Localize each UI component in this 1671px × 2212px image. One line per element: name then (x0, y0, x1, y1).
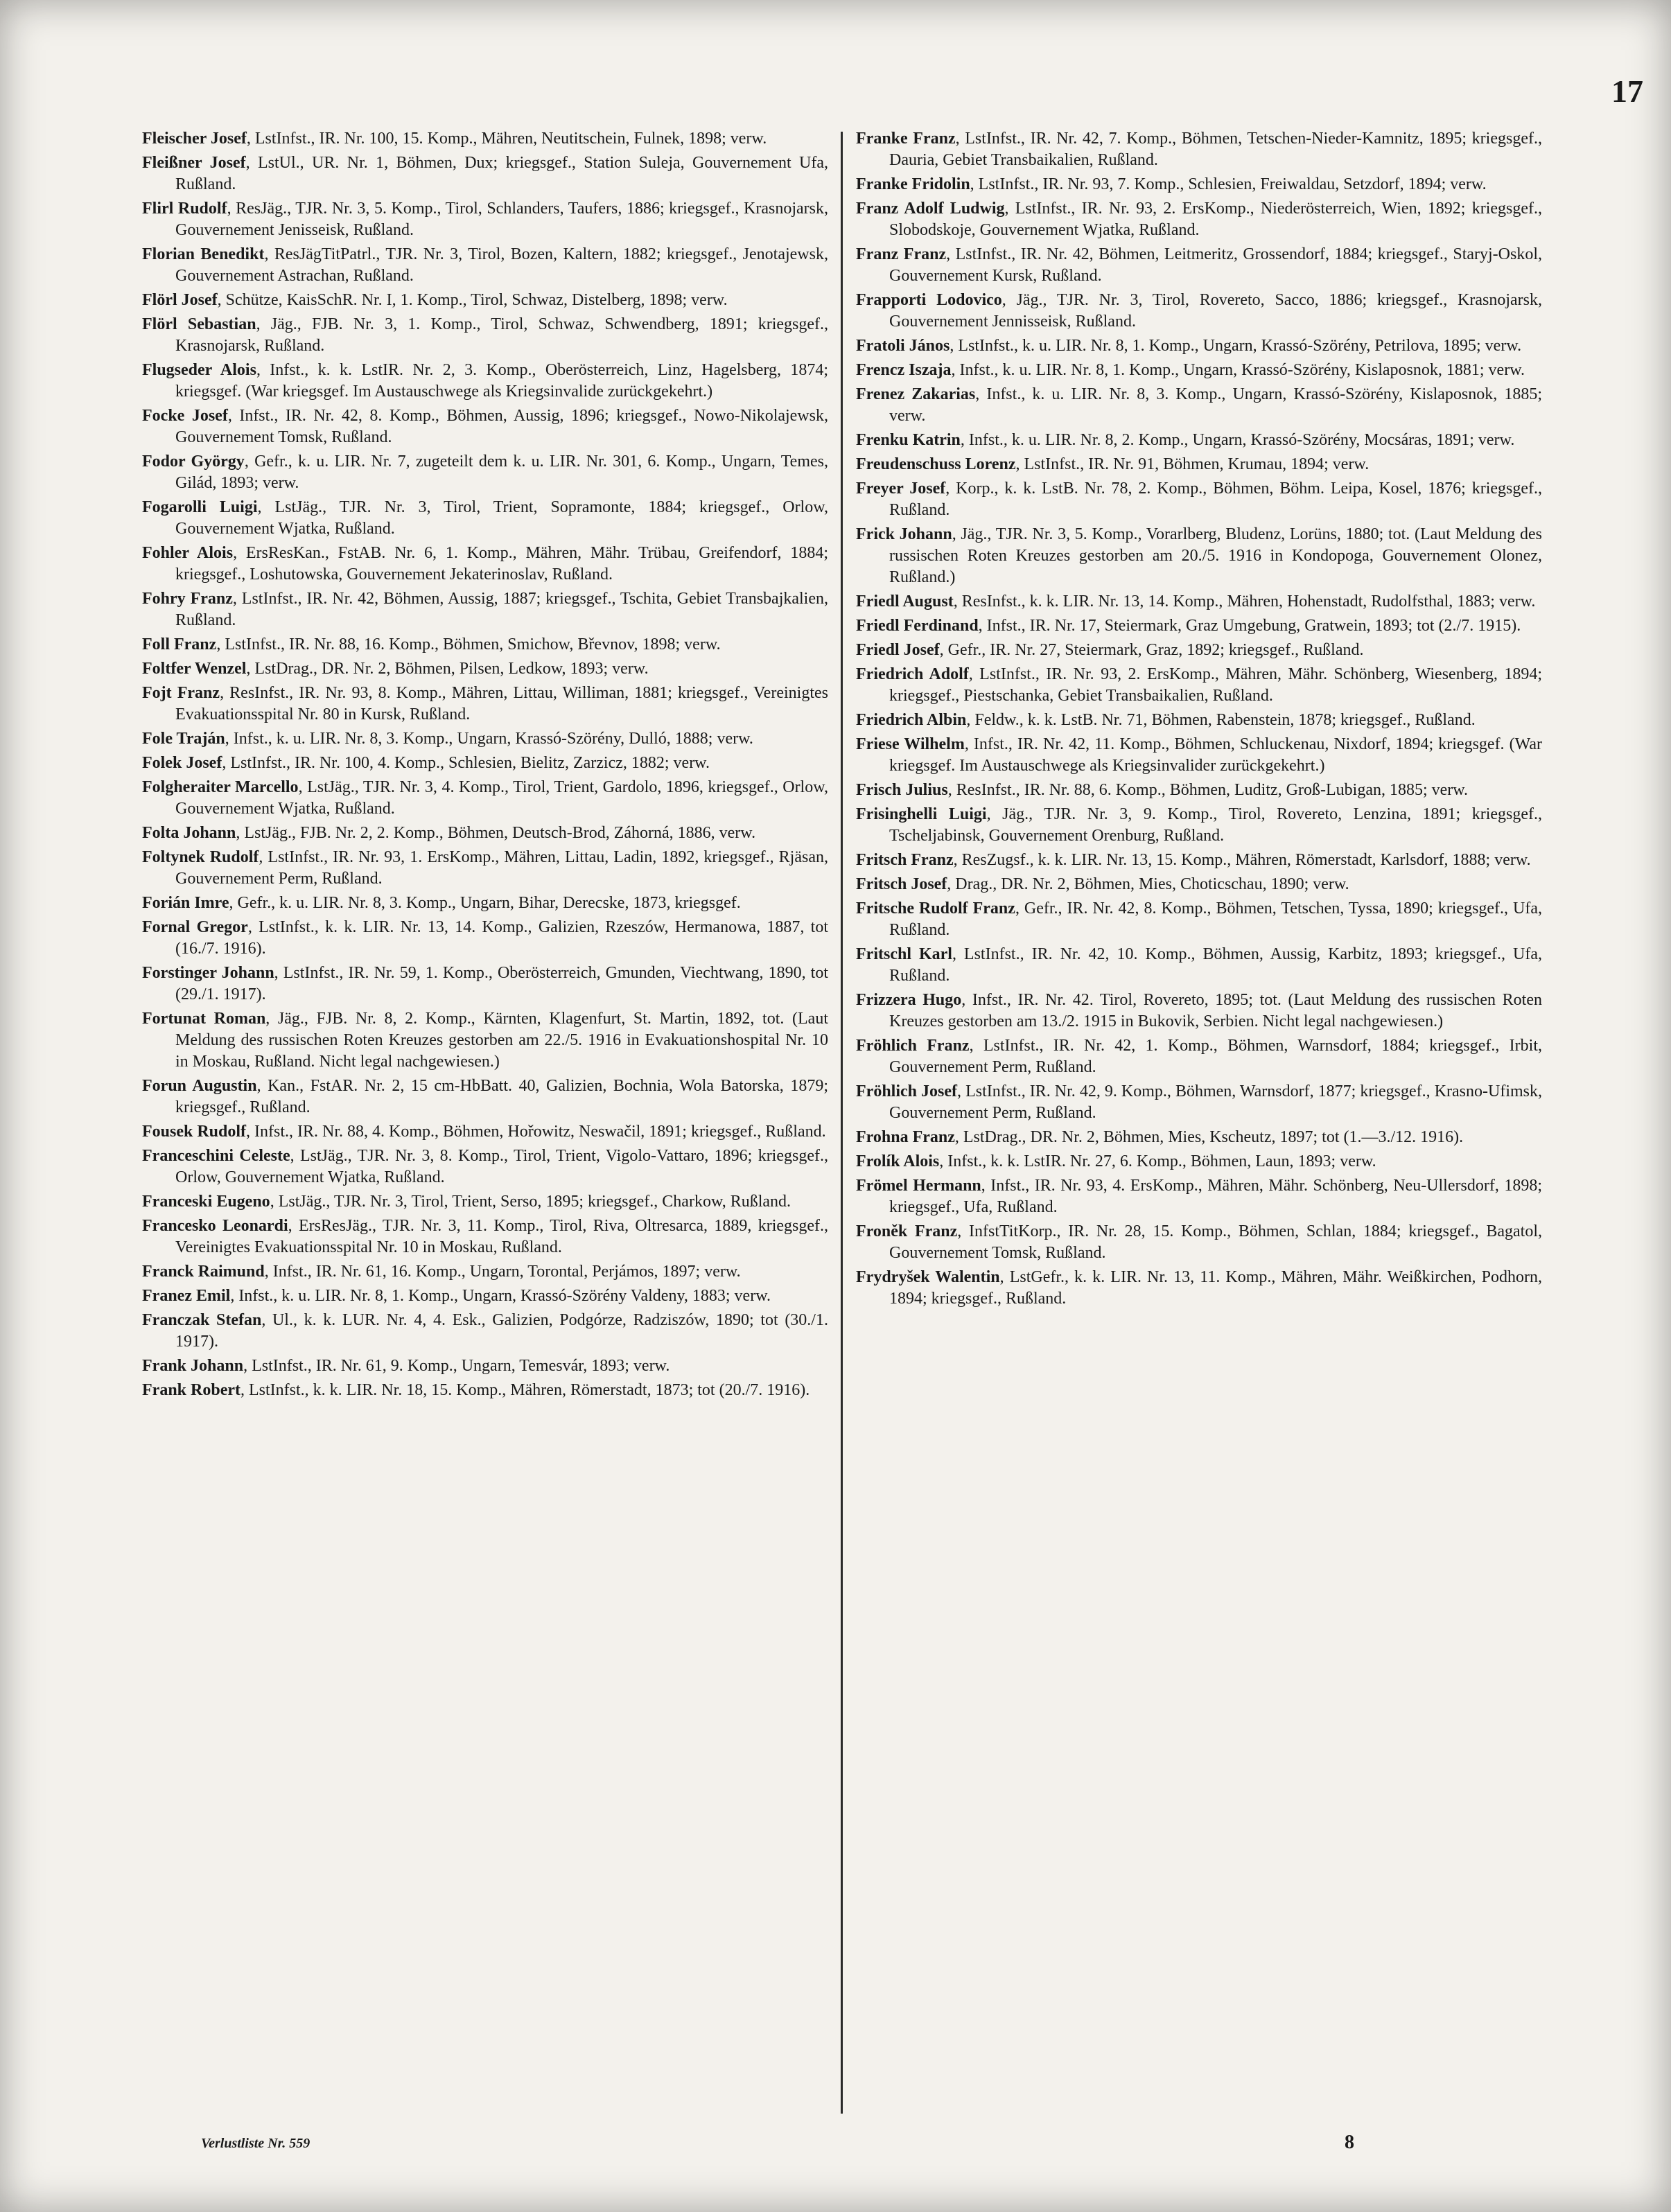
casualty-entry (856, 198, 1542, 241)
entry-name: Frolík Alois (856, 1152, 940, 1170)
entry-details: , ResZugsf., k. k. LIR. Nr. 13, 15. Komp., Mähren, Römerstadt, Karlsdorf, 1888; verw. (953, 851, 1531, 869)
entry-details: , Infst., k. u. LIR. Nr. 8, 2. Komp., Ungarn, Krassó-Szörény, Mocsáras, 1891; verw. (960, 431, 1515, 449)
casualty-entry (856, 1267, 1542, 1310)
entry-name: Fole Traján (142, 730, 225, 748)
entry-name: Fornal Gregor (142, 918, 248, 936)
entry-name: Frencz Iszaja (856, 361, 952, 379)
entry-details: , LstUl., UR. Nr. 1, Böhmen, Dux; kriegsgef., Station Suleja, Gouvernement Ufa, Rußland. (175, 154, 828, 193)
casualty-entry (856, 430, 1542, 451)
casualty-entry (142, 152, 828, 195)
entry-details: , LstJäg., TJR. Nr. 3, 8. Komp., Tirol, Trient, Vigolo-Vattaro, 1896; kriegsgef., Orlow, Gouvernement Wjatka, Rußland. (175, 1147, 828, 1186)
entry-details: , Gefr., k. u. LIR. Nr. 7, zugeteilt dem k. u. LIR. Nr. 301, 6. Komp., Ungarn, Temes, Gilád, 1893; verw. (175, 453, 828, 492)
casualty-entry (856, 384, 1542, 427)
entry-name: Fohry Franz (142, 590, 233, 608)
entry-name: Flugseder Alois (142, 361, 256, 379)
entry-name: Friedl August (856, 592, 954, 611)
entry-details: , ResInfst., IR. Nr. 93, 8. Komp., Mähren, Littau, Williman, 1881; kriegsgef., Vereinigtes Evakuationsspital Nr. 80 in Kursk, Rußland. (175, 684, 828, 723)
entry-details: , Gefr., k. u. LIR. Nr. 8, 3. Komp., Ungarn, Bihar, Derecske, 1873, kriegsgef. (229, 894, 741, 912)
casualty-entry (142, 1008, 828, 1073)
casualty-entry (856, 454, 1542, 475)
entry-name: Frömel Hermann (856, 1177, 981, 1195)
entry-name: Folek Josef (142, 754, 222, 772)
entry-name: Flörl Josef (142, 291, 218, 309)
entry-name: Francesko Leonardi (142, 1217, 288, 1235)
entry-name: Flörl Sebastian (142, 315, 256, 333)
entry-name: Frisinghelli Luigi (856, 805, 987, 823)
columns (0, 128, 1671, 2124)
entry-details: , Infst., IR. Nr. 42. Tirol, Rovereto, 1895; tot. (Laut Meldung des russischen Roten Kreuzes gestorben am 13./2. 1915 in Bukovik, Serbien. Nicht legal nachgewiesen.) (889, 991, 1542, 1030)
casualty-entry (856, 1175, 1542, 1218)
casualty-entry (856, 804, 1542, 847)
entry-name: Fortunat Roman (142, 1010, 266, 1028)
entry-details: , LstInfst., IR. Nr. 88, 16. Komp., Böhmen, Smichow, Břevnov, 1898; verw. (216, 635, 721, 653)
entry-details: , LstInfst., IR. Nr. 42, 1. Komp., Böhmen, Warnsdorf, 1884; kriegsgef., Irbit, Gouvernement Perm, Rußland. (889, 1037, 1542, 1076)
entry-details: , Infst., IR. Nr. 93, 4. ErsKomp., Mähren, Mähr. Schönberg, Neu-Ullersdorf, 1898; kriegsgef., Ufa, Rußland. (889, 1177, 1542, 1216)
casualty-entry (142, 963, 828, 1006)
entry-details: , LstInfst., k. k. LIR. Nr. 18, 15. Komp., Mähren, Römerstadt, 1873; tot (20./7. 1916). (240, 1381, 810, 1399)
entry-name: Fritschl Karl (856, 945, 952, 963)
entry-details: , Jäg., TJR. Nr. 3, 5. Komp., Vorarlberg, Bludenz, Lorüns, 1880; tot. (Laut Meldung des russischen Roten Kreuzes gestorben am 20./5. 1916 in Kondopoga, Gouvernement Olonez, Rußland.) (889, 525, 1542, 586)
entry-details: , Infst., k. u. LIR. Nr. 8, 1. Komp., Ungarn, Krassó-Szörény, Kislaposnok, 1881; verw. (951, 361, 1525, 379)
entry-details: , Ul., k. k. LUR. Nr. 4, 4. Esk., Galizien, Podgórze, Radziszów, 1890; tot (30./1. 1917). (175, 1311, 828, 1351)
entry-details: , LstInfst., IR. Nr. 42, Böhmen, Leitmeritz, Grossendorf, 1884; kriegsgef., Staryj-Oskol, Gouvernement Kursk, Rußland. (889, 245, 1542, 285)
entry-name: Frohna Franz (856, 1128, 955, 1146)
casualty-entry (142, 777, 828, 820)
entry-details: , ResInfst., k. k. LIR. Nr. 13, 14. Komp., Mähren, Hohenstadt, Rudolfsthal, 1883; verw. (953, 592, 1536, 611)
casualty-entry (856, 335, 1542, 357)
entry-details: , InfstTitKorp., IR. Nr. 28, 15. Komp., Böhmen, Schlan, 1884; kriegsgef., Bagatol, Gouvernement Tomsk, Rußland. (889, 1222, 1542, 1262)
entry-details: , LstInfst., IR. Nr. 93, 1. ErsKomp., Mähren, Littau, Ladin, 1892, kriegsgef., Rjäsan, Gouvernement Perm, Rußland. (175, 848, 828, 888)
casualty-entry (142, 823, 828, 844)
casualty-entry (142, 1121, 828, 1143)
casualty-entry (142, 917, 828, 960)
entry-details: , LstInfst., IR. Nr. 59, 1. Komp., Oberösterreich, Gmunden, Viechtwang, 1890, tot (29./1. 1917). (175, 964, 828, 1003)
entry-name: Fritsche Rudolf Franz (856, 899, 1015, 918)
entry-name: Foltynek Rudolf (142, 848, 259, 866)
casualty-entry (856, 1127, 1542, 1148)
casualty-entry (856, 244, 1542, 287)
casualty-entry (142, 634, 828, 656)
entry-details: , LstJäg., FJB. Nr. 2, 2. Komp., Böhmen, Deutsch-Brod, Záhorná, 1886, verw. (236, 824, 756, 842)
entry-name: Friedl Josef (856, 641, 940, 659)
casualty-entry (142, 683, 828, 726)
left-column (142, 128, 828, 2124)
casualty-entry (142, 198, 828, 241)
entry-name: Folta Johann (142, 824, 236, 842)
casualty-entry (142, 847, 828, 890)
casualty-entry (142, 1285, 828, 1307)
casualty-entry (142, 360, 828, 403)
entry-details: , Jäg., FJB. Nr. 3, 1. Komp., Tirol, Schwaz, Schwendberg, 1891; kriegsgef., Krasnojarsk, Rußland. (175, 315, 828, 355)
casualty-entry (856, 944, 1542, 987)
entry-name: Friedrich Adolf (856, 665, 969, 683)
entry-name: Fodor György (142, 453, 245, 471)
casualty-entry (856, 1081, 1542, 1124)
entry-name: Franz Adolf Ludwig (856, 200, 1005, 218)
entry-details: , ErsResJäg., TJR. Nr. 3, 11. Komp., Tirol, Riva, Oltresarca, 1889, kriegsgef., Vereinigtes Evakuationsspital Nr. 10 in Moskau, Rußland. (175, 1217, 828, 1256)
casualty-entry (856, 850, 1542, 871)
entry-details: , LstInfst., IR. Nr. 42, 9. Komp., Böhmen, Warnsdorf, 1877; kriegsgef., Krasno-Ufimsk, Gouvernement Perm, Rußland. (889, 1082, 1542, 1122)
entry-name: Forstinger Johann (142, 964, 274, 982)
casualty-entry (856, 290, 1542, 333)
entry-name: Franz Franz (856, 245, 947, 263)
casualty-entry (856, 615, 1542, 637)
casualty-entry (142, 1076, 828, 1118)
casualty-entry (856, 591, 1542, 613)
entry-details: , LstInfst., IR. Nr. 61, 9. Komp., Ungarn, Temesvár, 1893; verw. (243, 1357, 670, 1375)
entry-name: Frydryšek Walentin (856, 1268, 1000, 1286)
entry-details: , LstInfst., IR. Nr. 42, Böhmen, Aussig, 1887; kriegsgef., Tschita, Gebiet Transbajkalien, Rußland. (175, 590, 828, 629)
casualty-entry (142, 658, 828, 680)
entry-details: , ResJäg., TJR. Nr. 3, 5. Komp., Tirol, Schlanders, Taufers, 1886; kriegsgef., Krasnojarsk, Gouvernement Jenisseisk, Rußland. (175, 200, 828, 239)
casualty-entry (856, 1221, 1542, 1264)
entry-name: Franck Raimund (142, 1263, 265, 1281)
entry-details: , Korp., k. k. LstB. Nr. 78, 2. Komp., Böhmen, Böhm. Leipa, Kosel, 1876; kriegsgef., Rußland. (889, 480, 1542, 519)
entry-name: Fleischer Josef (142, 130, 247, 148)
entry-name: Frenez Zakarias (856, 385, 976, 403)
entry-name: Fleißner Josef (142, 154, 246, 172)
entry-details: , LstInfst., IR. Nr. 93, 2. ErsKomp., Mähren, Mähr. Schönberg, Wiesenberg, 1894; kriegsgef., Piestschanka, Gebiet Transbaikalien, Rußland. (889, 665, 1542, 705)
entry-name: Franez Emil (142, 1287, 231, 1305)
entry-name: Friedl Ferdinand (856, 617, 979, 635)
casualty-entry (142, 1215, 828, 1258)
entry-name: Folgheraiter Marcello (142, 778, 299, 796)
footer-signature-mark: 8 (1345, 2132, 1354, 2153)
entry-name: Franke Fridolin (856, 175, 970, 193)
entry-details: , Jäg., FJB. Nr. 8, 2. Komp., Kärnten, Klagenfurt, St. Martin, 1892, tot. (Laut Meldung des russischen Roten Kreuzes gestorben am 22./5. 1916 in Evakuationshospital Nr. 10 in Moskau, Rußland. Nicht legal nachgewiesen.) (175, 1010, 828, 1071)
casualty-entry (142, 244, 828, 287)
entry-name: Florian Benedikt (142, 245, 265, 263)
entry-details: , Infst., k. k. LstIR. Nr. 27, 6. Komp., Böhmen, Laun, 1893; verw. (939, 1152, 1376, 1170)
entry-name: Frank Robert (142, 1381, 240, 1399)
entry-details: , ErsResKan., FstAB. Nr. 6, 1. Komp., Mähren, Mähr. Trübau, Greifendorf, 1884; kriegsgef., Loshutowska, Gouvernement Jekaterinoslav, Rußland. (175, 544, 828, 583)
entry-name: Franke Franz (856, 130, 956, 148)
casualty-entry (856, 174, 1542, 195)
entry-details: , Infst., k. u. LIR. Nr. 8, 1. Komp., Ungarn, Krassó-Szörény Valdeny, 1883; verw. (230, 1287, 771, 1305)
entry-details: , LstInfst., k. u. LIR. Nr. 8, 1. Komp., Ungarn, Krassó-Szörény, Petrilova, 1895; verw. (950, 337, 1522, 355)
entry-name: Freudenschuss Lorenz (856, 455, 1016, 473)
casualty-entry (142, 314, 828, 357)
entry-details: , LstInfst., k. k. LIR. Nr. 13, 14. Komp., Galizien, Rzeszów, Hermanowa, 1887, tot (16./7. 1916). (175, 918, 828, 958)
entry-details: , Schütze, KaisSchR. Nr. I, 1. Komp., Tirol, Schwaz, Distelberg, 1898; verw. (217, 291, 728, 309)
casualty-entry (142, 405, 828, 448)
casualty-entry (856, 898, 1542, 941)
entry-name: Fritsch Josef (856, 875, 947, 893)
entry-details: , LstInfst., IR. Nr. 91, Böhmen, Krumau, 1894; verw. (1015, 455, 1370, 473)
footer-list-number: Verlustliste Nr. 559 (201, 2136, 310, 2151)
entry-name: Franceschini Celeste (142, 1147, 290, 1165)
entry-name: Forián Imre (142, 894, 229, 912)
casualty-entry (142, 1310, 828, 1353)
entry-name: Frapporti Lodovico (856, 291, 1002, 309)
entry-name: Frick Johann (856, 525, 952, 543)
entry-name: Fousek Rudolf (142, 1123, 247, 1141)
entry-details: , Jäg., TJR. Nr. 3, Tirol, Rovereto, Sacco, 1886; kriegsgef., Krasnojarsk, Gouvernement Jennisseisk, Rußland. (889, 291, 1542, 331)
casualty-entry (142, 1380, 828, 1401)
casualty-entry (856, 1151, 1542, 1173)
entry-name: Fogarolli Luigi (142, 498, 258, 516)
entry-details: , Infst., IR. Nr. 61, 16. Komp., Ungarn, Torontal, Perjámos, 1897; verw. (264, 1263, 741, 1281)
entry-name: Frank Johann (142, 1357, 244, 1375)
casualty-entry (856, 874, 1542, 895)
entry-details: , Feldw., k. k. LstB. Nr. 71, Böhmen, Rabenstein, 1878; kriegsgef., Rußland. (966, 711, 1476, 729)
casualty-entry (856, 524, 1542, 588)
casualty-entry (142, 1261, 828, 1283)
casualty-entry (142, 290, 828, 311)
entry-details: , Jäg., TJR. Nr. 3, 9. Komp., Tirol, Rovereto, Lenzina, 1891; kriegsgef., Tscheljabinsk, Gouvernement Orenburg, Rußland. (889, 805, 1542, 845)
page-number: 17 (1611, 73, 1643, 109)
casualty-entry (142, 128, 828, 150)
entry-details: , LstInfst., IR. Nr. 100, 4. Komp., Schlesien, Bielitz, Zarzicz, 1882; verw. (222, 754, 710, 772)
entry-details: , ResJägTitPatrl., TJR. Nr. 3, Tirol, Bozen, Kaltern, 1882; kriegsgef., Jenotajewsk, Gouvernement Astrachan, Rußland. (175, 245, 828, 285)
entry-name: Frisch Julius (856, 781, 948, 799)
casualty-entry (856, 990, 1542, 1033)
casualty-entry (142, 728, 828, 750)
casualty-entry (856, 780, 1542, 801)
entry-name: Frizzera Hugo (856, 991, 962, 1009)
entry-details: , Infst., k. u. LIR. Nr. 8, 3. Komp., Ungarn, Krassó-Szörény, Kislaposnok, 1885; verw. (889, 385, 1542, 425)
casualty-entry (856, 734, 1542, 777)
entry-details: , Infst., k. k. LstIR. Nr. 2, 3. Komp., Oberösterreich, Linz, Hagelsberg, 1874; kriegsgef. (War kriegsgef. Im Austauschwege als Kriegsinvalide zurückgekehrt.) (175, 361, 828, 401)
casualty-entry (142, 1355, 828, 1377)
entry-details: , LstJäg., TJR. Nr. 3, Tirol, Trient, Serso, 1895; kriegsgef., Charkow, Rußland. (270, 1193, 791, 1211)
casualty-entry (856, 360, 1542, 381)
casualty-entry (856, 128, 1542, 171)
right-column (856, 128, 1542, 2124)
entry-details: , Kan., FstAR. Nr. 2, 15 cm-HbBatt. 40, Galizien, Bochnia, Wola Batorska, 1879; kriegsgef., Rußland. (175, 1077, 828, 1116)
entry-details: , Gefr., IR. Nr. 42, 8. Komp., Böhmen, Tetschen, Tyssa, 1890; kriegsgef., Ufa, Rußland. (889, 899, 1542, 939)
entry-details: , LstDrag., DR. Nr. 2, Böhmen, Pilsen, Ledkow, 1893; verw. (246, 660, 649, 678)
casualty-entry (856, 710, 1542, 731)
casualty-entry (142, 1191, 828, 1213)
entry-name: Fröhlich Josef (856, 1082, 958, 1100)
entry-name: Froněk Franz (856, 1222, 958, 1240)
entry-name: Friese Wilhelm (856, 735, 965, 753)
casualty-entry (142, 451, 828, 494)
entry-name: Fohler Alois (142, 544, 234, 562)
entry-name: Franczak Stefan (142, 1311, 262, 1329)
casualty-entry (142, 893, 828, 914)
casualty-entry (142, 588, 828, 631)
entry-details: , Gefr., IR. Nr. 27, Steiermark, Graz, 1892; kriegsgef., Rußland. (939, 641, 1364, 659)
entry-name: Fröhlich Franz (856, 1037, 970, 1055)
entry-name: Foll Franz (142, 635, 217, 653)
casualty-entry (142, 543, 828, 586)
casualty-entry (856, 664, 1542, 707)
entry-details: , ResInfst., IR. Nr. 88, 6. Komp., Böhmen, Luditz, Groß-Lubigan, 1885; verw. (947, 781, 1469, 799)
entry-name: Forun Augustin (142, 1077, 257, 1095)
entry-name: Foltfer Wenzel (142, 660, 247, 678)
entry-name: Focke Josef (142, 407, 228, 425)
entry-name: Friedrich Albin (856, 711, 967, 729)
entry-details: , Infst., IR. Nr. 42, 11. Komp., Böhmen, Schluckenau, Nixdorf, 1894; kriegsgef. (War kriegsgef. Im Austauschwege als Kriegsinvalider zurückgekehrt.) (889, 735, 1542, 775)
entry-details: , LstGefr., k. k. LIR. Nr. 13, 11. Komp., Mähren, Mähr. Weißkirchen, Podhorn, 1894; kriegsgef., Rußland. (889, 1268, 1542, 1308)
entry-name: Fratoli János (856, 337, 950, 355)
casualty-entry (142, 497, 828, 540)
casualty-entry (856, 1035, 1542, 1078)
entry-name: Fojt Franz (142, 684, 220, 702)
entry-details: , LstInfst., IR. Nr. 93, 7. Komp., Schlesien, Freiwaldau, Setzdorf, 1894; verw. (970, 175, 1487, 193)
entry-details: , LstInfst., IR. Nr. 100, 15. Komp., Mähren, Neutitschein, Fulnek, 1898; verw. (246, 130, 767, 148)
entry-details: , Infst., k. u. LIR. Nr. 8, 3. Komp., Ungarn, Krassó-Szörény, Dulló, 1888; verw. (225, 730, 753, 748)
entry-details: , Infst., IR. Nr. 17, Steiermark, Graz Umgebung, Gratwein, 1893; tot (2./7. 1915). (978, 617, 1521, 635)
casualty-entry (142, 1146, 828, 1188)
entry-name: Freyer Josef (856, 480, 946, 498)
entry-name: Frenku Katrin (856, 431, 961, 449)
entry-details: , Drag., DR. Nr. 2, Böhmen, Mies, Choticschau, 1890; verw. (947, 875, 1349, 893)
entry-name: Franceski Eugeno (142, 1193, 270, 1211)
entry-name: Fritsch Franz (856, 851, 954, 869)
casualty-entry (856, 478, 1542, 521)
casualty-entry (856, 640, 1542, 661)
casualty-entry (142, 753, 828, 774)
entry-details: , LstDrag., DR. Nr. 2, Böhmen, Mies, Kscheutz, 1897; tot (1.—3./12. 1916). (954, 1128, 1464, 1146)
entry-name: Flirl Rudolf (142, 200, 227, 218)
entry-details: , LstInfst., IR. Nr. 42, 10. Komp., Böhmen, Aussig, Karbitz, 1893; kriegsgef., Ufa, Rußland. (889, 945, 1542, 985)
entry-details: , LstInfst., IR. Nr. 42, 7. Komp., Böhmen, Tetschen-Nieder-Kamnitz, 1895; kriegsgef., Dauria, Gebiet Transbaikalien, Rußland. (889, 130, 1542, 169)
entry-details: , LstJäg., TJR. Nr. 3, Tirol, Trient, Sopramonte, 1884; kriegsgef., Orlow, Gouvernement Wjatka, Rußland. (175, 498, 828, 538)
entry-details: , Infst., IR. Nr. 88, 4. Komp., Böhmen, Hořowitz, Neswačil, 1891; kriegsgef., Rußland. (246, 1123, 826, 1141)
entry-details: , Infst., IR. Nr. 42, 8. Komp., Böhmen, Aussig, 1896; kriegsgef., Nowo-Nikolajewsk, Gouvernement Tomsk, Rußland. (175, 407, 828, 446)
entry-details: , LstInfst., IR. Nr. 93, 2. ErsKomp., Niederösterreich, Wien, 1892; kriegsgef., Slobodskoje, Gouvernement Wjatka, Rußland. (889, 200, 1542, 239)
entry-details: , LstJäg., TJR. Nr. 3, 4. Komp., Tirol, Trient, Gardolo, 1896, kriegsgef., Orlow, Gouvernement Wjatka, Rußland. (175, 778, 828, 818)
